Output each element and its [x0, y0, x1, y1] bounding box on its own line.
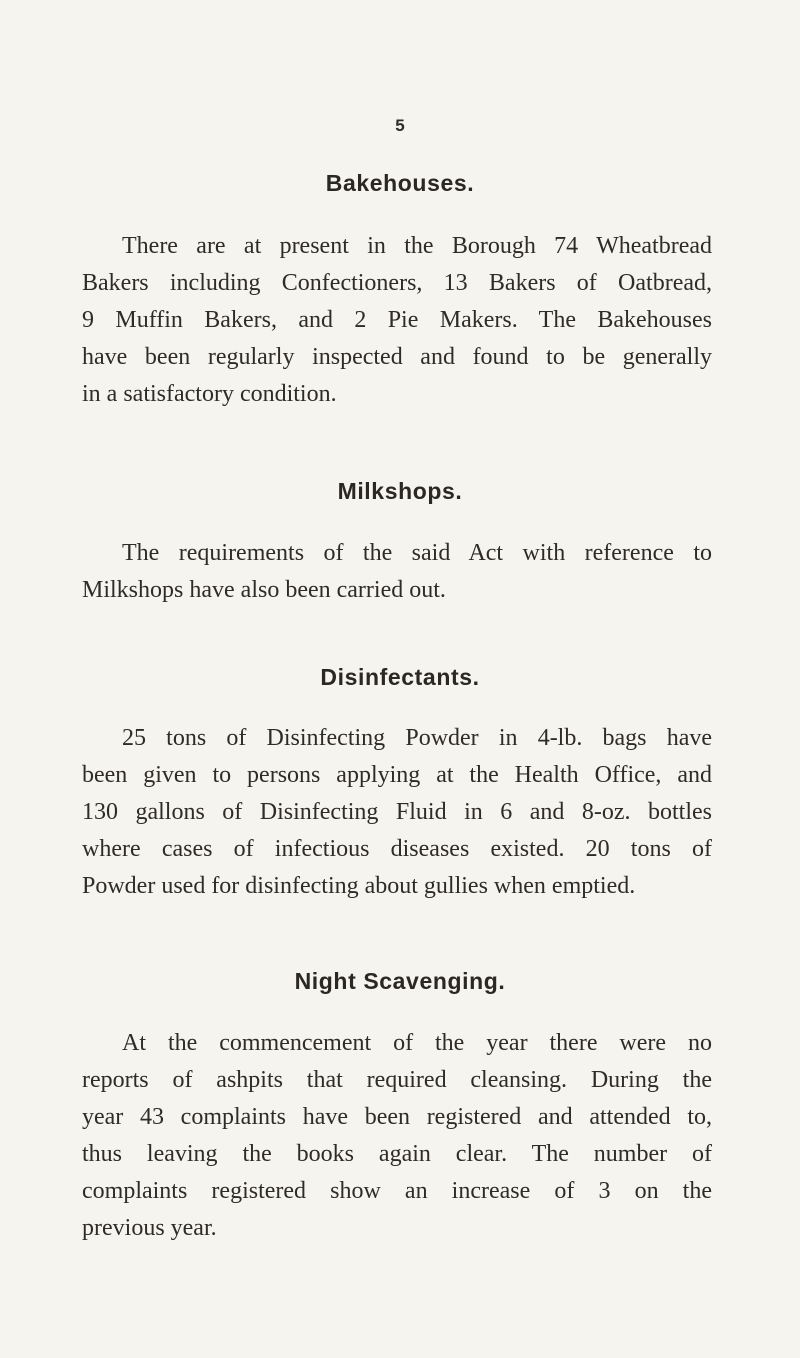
text-line: previous year. [82, 1215, 217, 1241]
text-line: The requirements of the said Act with reference to [122, 540, 712, 566]
text-line: Powder used for disinfecting about gullies when emptied. [82, 873, 636, 899]
paragraph-milkshops [82, 535, 712, 609]
text-line: been given to persons applying at the Health Office, and [82, 762, 712, 788]
heading-disinfectants: Disinfectants. [320, 664, 480, 690]
text-line: in a satisfactory condition. [82, 381, 337, 407]
paragraph-disinfectants [82, 720, 712, 905]
text-line: 130 gallons of Disinfecting Fluid in 6 and 8-oz. bottles [82, 799, 712, 825]
page-number: 5 [395, 116, 405, 135]
heading-bakehouses: Bakehouses. [325, 170, 475, 196]
text-line: 25 tons of Disinfecting Powder in 4-lb. bags have [122, 725, 712, 751]
text-line: thus leaving the books again clear. The number of [82, 1141, 712, 1167]
text-line: reports of ashpits that required cleansing. During the [82, 1067, 712, 1093]
text-line: where cases of infectious diseases existed. 20 tons of [82, 836, 712, 862]
text-line: At the commencement of the year there were no [122, 1030, 712, 1056]
text-line: Milkshops have also been carried out. [82, 577, 446, 603]
paragraph-bakehouses [82, 228, 712, 413]
text-line: 9 Muffin Bakers, and 2 Pie Makers. The Bakehouses [82, 307, 712, 333]
text-line: complaints registered show an increase of 3 on the [82, 1178, 712, 1204]
text-line: have been regularly inspected and found to be generally [82, 344, 712, 370]
text-line: Bakers including Confectioners, 13 Bakers of Oatbread, [82, 270, 712, 296]
heading-milkshops: Milkshops. [337, 478, 463, 504]
text-line: There are at present in the Borough 74 Wheatbread [122, 233, 712, 259]
heading-night-scavenging: Night Scavenging. [294, 968, 506, 994]
text-line: year 43 complaints have been registered and attended to, [82, 1104, 712, 1130]
paragraph-night-scavenging [82, 1025, 712, 1247]
